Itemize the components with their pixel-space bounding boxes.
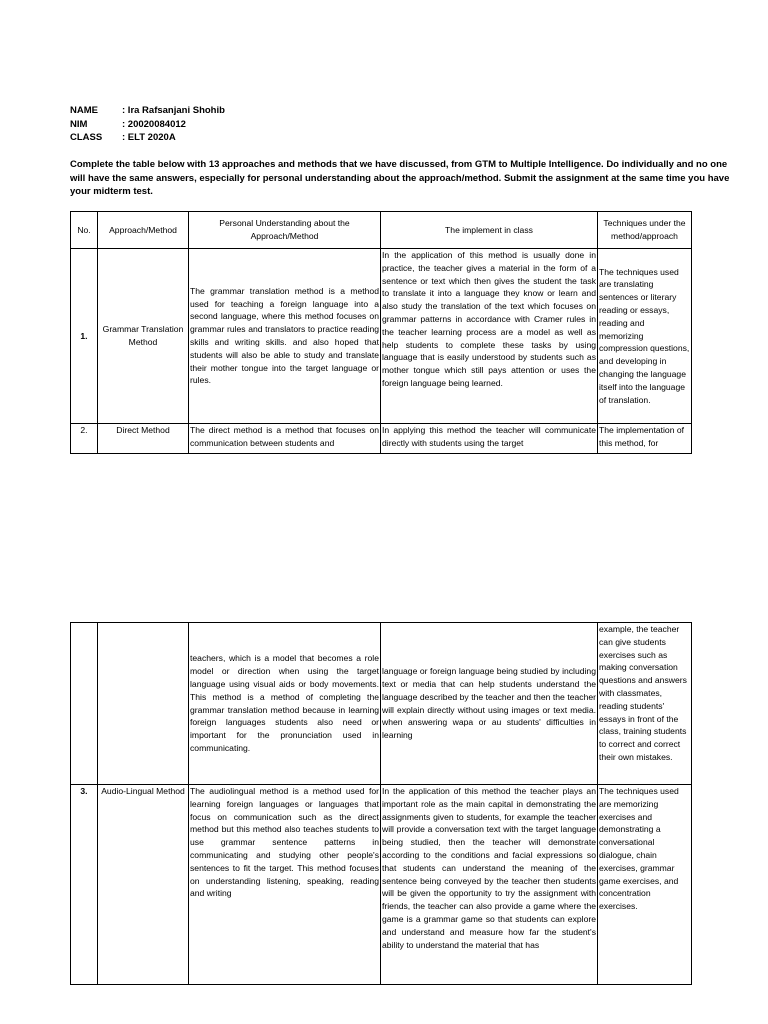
table-row	[71, 424, 692, 454]
row-method	[98, 623, 189, 785]
row-techniques: The techniques used are memorizing exercises and demonstrating a conversational dialogue, chain exercises, grammar game exercises, and concentration exercises.	[598, 785, 692, 985]
row-no	[71, 623, 98, 785]
row-techniques-text: The implementation of this method, for	[599, 425, 685, 448]
name-label: NAME	[70, 105, 98, 116]
class-value: : ELT 2020A	[122, 132, 176, 143]
row-method-text: Direct Method	[116, 425, 170, 435]
nim-label: NIM	[70, 118, 88, 130]
row-understanding	[189, 424, 381, 454]
assignment-instructions: Complete the table below with 13 approaches and methods that we have discussed, from GTM to Multiple Intelligence. Do individually and no one will have the same answers, especially for personal understanding about the approach/method. Submit the assignment at the same time you have your midterm test.	[70, 159, 730, 197]
row-method: Audio-Lingual Method	[98, 785, 189, 985]
row-implement: language or foreign language being studied by including text or media that can help students understand the language described by the teacher and then the teacher will explain directly without using images or text media. when answering wapa or au students' difficulties in learning	[381, 623, 598, 785]
class-label: CLASS	[70, 132, 103, 143]
row-implement: In the application of this method is usually done in practice, the teacher gives a material in the form of a sentence or text which then gives the student the task to translate it into a language they know or learn and also study the translation of the text which focuses on grammar patterns in accordance with Cramer rules in the teacher learning process are a model as well as help students to complete these tasks by using language that is easily understood by students such as mother tongue which still pays attention or uses the foreign language being learned.	[381, 249, 598, 424]
row-no	[71, 424, 98, 454]
row-understanding: teachers, which is a model that becomes a role model or direction when using the target language using visual aids or body movements. This method is a method of completing the grammar translation method because in learning foreign languages students also need or important for the pronunciation used in communicating.	[189, 623, 381, 785]
row-techniques: example, the teacher can give students exercises such as making conversation questions and answers with classmates, reading students' essays in front of the class, training students to correct and correct their own mistakes.	[598, 623, 692, 785]
name-value: : Ira Rafsanjani Shohib	[122, 105, 225, 116]
col-header-no: No.	[71, 212, 98, 249]
col-header-techniques: Techniques under the method/approach	[598, 212, 692, 249]
row-techniques: The techniques used are translating sentences or literary reading or essays, reading and memorizing compression questions, and developing in changing the language itself into the language of translation.	[598, 249, 692, 424]
table-row	[71, 785, 692, 985]
row-no: 1.	[71, 249, 98, 424]
methods-table-continued	[70, 622, 692, 985]
col-header-understanding: Personal Understanding about the Approach/Method	[189, 212, 381, 249]
methods-table	[70, 211, 692, 454]
row-no-text: 2.	[80, 425, 88, 435]
nim-value: : 20020084012	[122, 118, 186, 130]
row-implement	[381, 785, 598, 985]
row-techniques	[598, 424, 692, 454]
row-implement-text: In the application of this method the teacher plays an important role as the main capital in demonstrating the assignments given to students, for example the teacher will provide a conversation text with the target language being studied, then the teacher will demonstrate according to the conditions and facial expressions so that students can understand the meaning of the sentence being conveyed by the teacher then students will be given the opportunity to try the assignment with friends, the teacher can also provide a game where the game is a grammar game so that students can explore and understand and measure how far the student's ability to understand the material that has	[382, 786, 596, 950]
row-method	[98, 424, 189, 454]
row-method: Grammar Translation Method	[98, 249, 189, 424]
col-header-implement: The implement in class	[381, 212, 598, 249]
col-header-method: Approach/Method	[98, 212, 189, 249]
table-row	[71, 249, 692, 424]
row-understanding-text: The direct method is a method that focuses on communication between students and	[190, 425, 379, 448]
row-no: 3.	[71, 785, 98, 985]
row-implement-text: In applying this method the teacher will communicate directly with students using the target	[382, 425, 596, 448]
row-understanding: The audiolingual method is a method used for learning foreign languages or languages that focus on communication such as the direct method but this method also teaches students to use grammar sentence patterns in communicating and studying other people's sentences to fit the target. This method focuses on understanding listening, speaking, reading and writing	[189, 785, 381, 985]
row-understanding: The grammar translation method is a method used for teaching a foreign language into a second language, where this method focuses on grammar rules and translators to practice reading skills and writing skills. and also hoped that students will also be able to study and translate their mother tongue into the target language or rules.	[189, 249, 381, 424]
row-implement	[381, 424, 598, 454]
student-info	[70, 104, 225, 145]
table-header-row	[71, 212, 692, 249]
table-row	[71, 623, 692, 785]
